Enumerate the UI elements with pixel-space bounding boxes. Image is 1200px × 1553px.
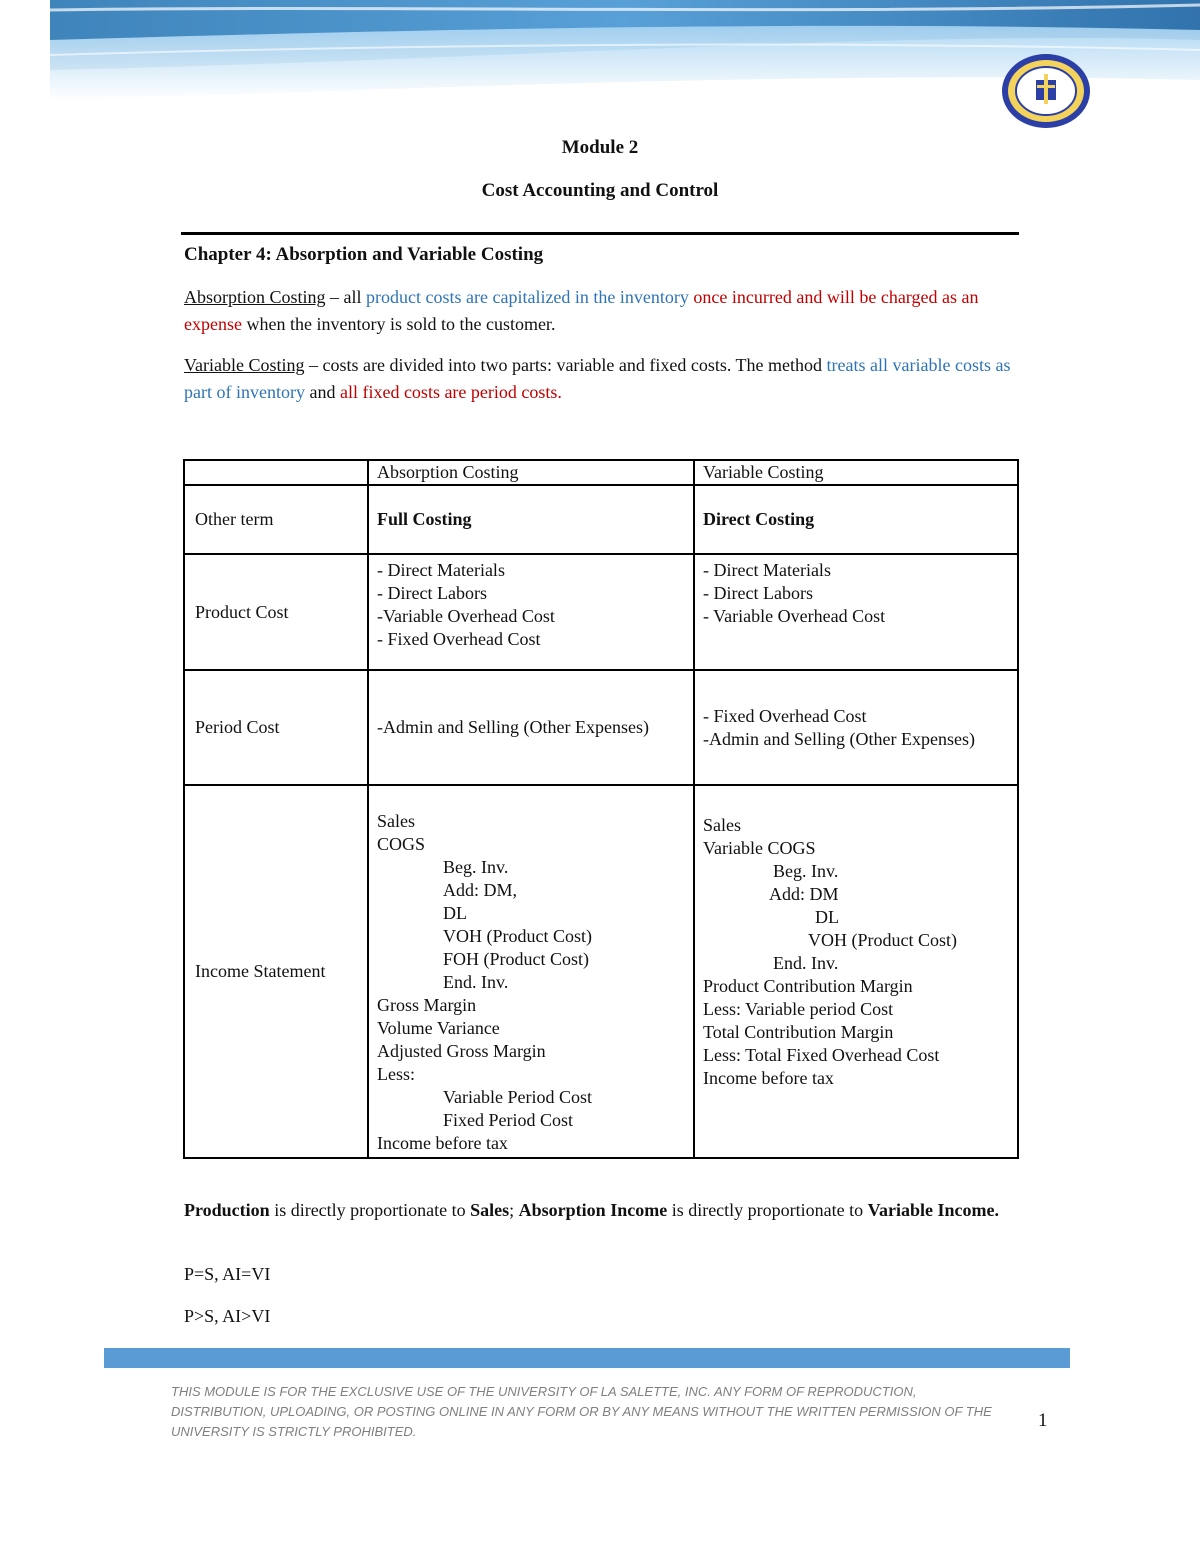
header-absorption: Absorption Costing bbox=[368, 460, 694, 485]
footer-bar bbox=[104, 1348, 1070, 1368]
variable-definition: Variable Costing – costs are divided into two parts: variable and fixed costs. The method treats all variable costs as part of inventory and all fixed costs are period costs. bbox=[184, 355, 1011, 402]
table-row: Period Cost -Admin and Selling (Other Expenses) - Fixed Overhead Cost -Admin and Selling (Other Expenses) bbox=[184, 670, 1018, 785]
table-row: Product Cost - Direct Materials - Direct Labors -Variable Overhead Cost - Fixed Overhead Cost - Direct Materials - Direct Labors - Variable Overhead Cost bbox=[184, 554, 1018, 670]
equation-2: P>S, AI>VI bbox=[184, 1306, 271, 1326]
course-title: Cost Accounting and Control bbox=[481, 180, 719, 201]
page-number: 1 bbox=[1038, 1410, 1048, 1431]
relation-statement: Production is directly proportionate to Sales; Absorption Income is directly proportionate to Variable Income. bbox=[184, 1200, 999, 1220]
variable-term: Variable Costing bbox=[184, 355, 305, 375]
row-label-period-cost: Period Cost bbox=[184, 670, 368, 785]
row-label-product-cost: Product Cost bbox=[184, 554, 368, 670]
table-row: Other term Full Costing Direct Costing bbox=[184, 485, 1018, 554]
row-label-other-term: Other term bbox=[184, 485, 368, 554]
comparison-table bbox=[183, 459, 1019, 1159]
module-title: Module 2 bbox=[561, 137, 639, 158]
absorption-definition: Absorption Costing – all product costs are capitalized in the inventory once incurred and will be charged as an expense when the inventory is sold to the customer. bbox=[184, 287, 979, 334]
variable-income-statement: Sales Variable COGS Beg. Inv. Add: DM DL VOH (Product Cost) End. Inv. Product Contribution Margin Less: Variable period Cost Total Contribution Margin Less: Total Fixed Overhead Cost Income before tax bbox=[694, 785, 1018, 1158]
table-row bbox=[184, 785, 1018, 1158]
absorption-income-statement: Sales COGS Beg. Inv. Add: DM, DL VOH (Product Cost) FOH (Product Cost) End. Inv. Gross Margin Volume Variance Adjusted Gross Margin Less: Variable Period Cost Fixed Period Cost Income before tax bbox=[368, 785, 694, 1158]
header-variable: Variable Costing bbox=[694, 460, 1018, 485]
chapter-heading: Chapter 4: Absorption and Variable Costing bbox=[184, 244, 544, 265]
footer-notice: THIS MODULE IS FOR THE EXCLUSIVE USE OF THE UNIVERSITY OF LA SALETTE, INC. ANY FORM OF REPRODUCTION, DISTRIBUTION, UPLOADING, OR POSTING ONLINE IN ANY FORM OR BY ANY MEANS WITHOUT THE WRITTEN PERMISSION OF THE UNIVERSITY IS STRICTLY PROHIBITED. bbox=[171, 1384, 992, 1439]
divider bbox=[181, 232, 1019, 235]
row-label-income-statement: Income Statement bbox=[184, 785, 368, 1158]
table-header-row bbox=[184, 460, 1018, 485]
equation-1: P=S, AI=VI bbox=[184, 1264, 271, 1284]
university-seal-icon bbox=[1000, 52, 1092, 130]
absorption-term: Absorption Costing bbox=[184, 287, 326, 307]
